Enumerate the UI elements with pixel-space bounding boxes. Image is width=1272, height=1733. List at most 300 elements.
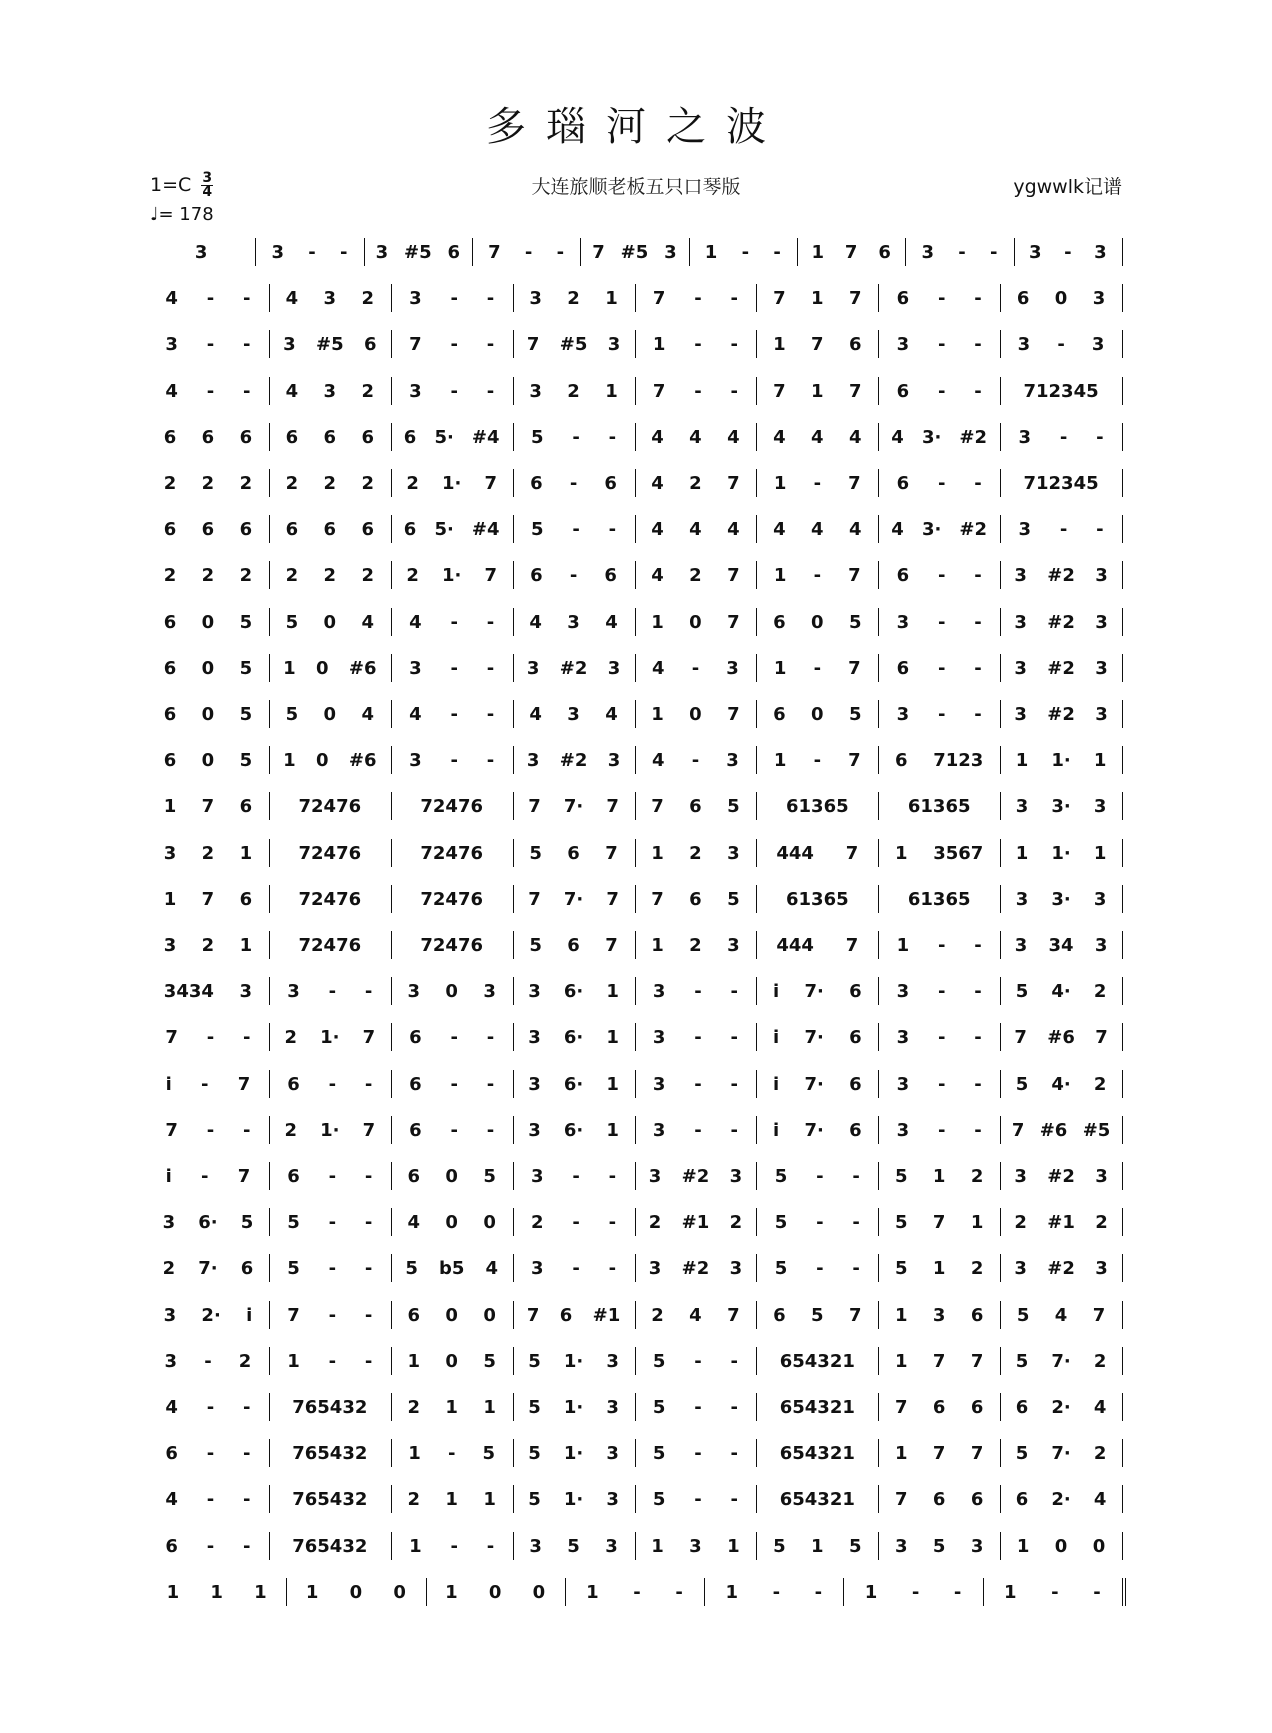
- note: 7: [848, 565, 861, 587]
- barline: [635, 1162, 636, 1190]
- barline: [1122, 330, 1123, 358]
- barline: [513, 1485, 514, 1513]
- measure: [639, 796, 753, 817]
- note: 5: [240, 1212, 254, 1234]
- measure: [517, 1166, 631, 1187]
- note: 7·: [804, 981, 824, 1003]
- note: 2: [567, 288, 580, 310]
- measure: [882, 704, 996, 725]
- barline: [1122, 1023, 1123, 1051]
- barline: [756, 1532, 757, 1560]
- barline: [426, 1578, 427, 1606]
- note: -: [691, 750, 700, 772]
- note: -: [1057, 334, 1065, 356]
- note: 2·: [1051, 1397, 1071, 1418]
- note: -: [813, 657, 822, 679]
- measure: [639, 1166, 753, 1187]
- measure: [273, 1305, 387, 1326]
- note: -: [242, 288, 251, 310]
- note: 1: [1093, 750, 1107, 772]
- note: -: [450, 288, 458, 310]
- measure: [151, 704, 265, 725]
- score-row: [147, 1295, 1122, 1341]
- measure: [151, 1351, 265, 1372]
- barline: [472, 238, 473, 266]
- score-row: [147, 1341, 1122, 1387]
- note: -: [364, 1166, 373, 1187]
- barline: [269, 330, 270, 358]
- note: -: [206, 1027, 215, 1049]
- note: 6: [163, 750, 177, 772]
- measure: [708, 1582, 839, 1603]
- note: 3: [970, 1535, 984, 1557]
- score-row: [147, 740, 1122, 786]
- barline: [391, 330, 392, 358]
- measure: [290, 1582, 421, 1603]
- note: -: [974, 1073, 982, 1095]
- note: i: [773, 1027, 780, 1049]
- barline: [878, 839, 879, 867]
- barline: [756, 839, 757, 867]
- measure: [760, 1443, 874, 1464]
- score-row: [147, 555, 1122, 601]
- note: #6: [348, 750, 377, 772]
- barline: [635, 284, 636, 312]
- barline: [269, 423, 270, 451]
- measure: [151, 1305, 265, 1326]
- note: 7: [652, 380, 666, 402]
- note: 1: [651, 611, 664, 633]
- note: 2: [406, 473, 419, 494]
- note: -: [328, 1258, 337, 1280]
- note: 7·: [198, 1258, 218, 1280]
- measure: [882, 796, 996, 817]
- note: -: [204, 1350, 212, 1372]
- note: 4: [727, 426, 740, 448]
- measure: [760, 427, 874, 448]
- note: 3: [921, 242, 934, 263]
- note: 765432: [292, 1535, 368, 1557]
- barline: [269, 1023, 270, 1051]
- note: -: [486, 657, 495, 679]
- note: 4: [689, 519, 702, 541]
- score-row: [147, 1110, 1122, 1156]
- note: 3: [194, 242, 208, 263]
- measure: [1004, 1120, 1118, 1141]
- note: 1: [483, 1397, 496, 1418]
- note: 1·: [1051, 750, 1071, 772]
- score-row: [147, 1387, 1122, 1433]
- barline: [269, 608, 270, 636]
- note: 2: [1014, 1212, 1027, 1234]
- note: 6: [567, 935, 580, 956]
- barline: [513, 1070, 514, 1098]
- measure: [517, 1489, 631, 1510]
- note: 6: [849, 1073, 862, 1095]
- measure: [395, 704, 509, 725]
- note: 5: [1016, 1304, 1030, 1326]
- barline: [756, 931, 757, 959]
- measure: [517, 473, 631, 494]
- barline: [756, 700, 757, 728]
- measure: [639, 981, 753, 1002]
- note: 3·: [921, 519, 942, 541]
- note: -: [328, 1073, 337, 1095]
- note: 72476: [298, 796, 362, 818]
- note: 7: [526, 1304, 540, 1326]
- measure: [517, 1074, 631, 1095]
- measure: [273, 1397, 387, 1418]
- measure: [882, 1166, 996, 1187]
- note: 6: [773, 704, 786, 725]
- measure: [273, 1258, 387, 1279]
- note: i: [773, 1119, 780, 1141]
- note: 7: [409, 334, 422, 356]
- note: 1: [896, 935, 910, 956]
- barline: [391, 515, 392, 543]
- measure: [273, 935, 387, 956]
- barline: [269, 377, 270, 405]
- measure: [760, 1489, 874, 1510]
- measure: [882, 658, 996, 679]
- note: 0: [315, 750, 329, 772]
- note: 6: [530, 473, 543, 494]
- measure: [517, 1536, 631, 1557]
- barline: [513, 654, 514, 682]
- note: #2: [681, 1258, 710, 1280]
- note: 4: [165, 288, 178, 310]
- barline: [635, 700, 636, 728]
- barline: [269, 1393, 270, 1421]
- note: 61365: [786, 888, 849, 910]
- note: 2: [406, 565, 419, 587]
- note: 3: [1028, 242, 1042, 263]
- note: 3: [239, 981, 253, 1003]
- note: -: [201, 1166, 209, 1187]
- note: 1: [408, 1443, 421, 1465]
- note: -: [206, 1119, 215, 1141]
- note: 5: [482, 1443, 496, 1465]
- note: 6: [604, 473, 617, 494]
- barline: [1000, 1023, 1001, 1051]
- note: -: [974, 473, 982, 494]
- note: #5: [559, 334, 588, 356]
- barline: [635, 1301, 636, 1329]
- barline: [391, 1393, 392, 1421]
- note: 5: [239, 611, 253, 633]
- measure: [395, 796, 509, 817]
- measure: [882, 935, 996, 956]
- barline: [513, 700, 514, 728]
- note: 3: [896, 1119, 910, 1141]
- measure: [395, 750, 509, 771]
- note: 0: [445, 981, 458, 1003]
- barline: [391, 1439, 392, 1467]
- note: 0: [445, 1212, 458, 1234]
- note: -: [1096, 426, 1104, 448]
- note: 7: [844, 242, 858, 263]
- note: 6: [689, 888, 702, 910]
- note: -: [242, 1535, 251, 1557]
- measure: [639, 1305, 753, 1326]
- note: 3: [606, 1489, 619, 1511]
- measure: [517, 658, 631, 679]
- note: 1: [163, 888, 177, 910]
- note: 7·: [804, 1119, 824, 1141]
- note: 5: [285, 704, 299, 725]
- measure: [882, 1074, 996, 1095]
- note: -: [911, 1581, 920, 1603]
- barline: [513, 977, 514, 1005]
- measure: [1004, 565, 1118, 586]
- barline: [1122, 469, 1123, 497]
- measure: [395, 565, 509, 586]
- note: 6·: [563, 1073, 584, 1095]
- barline: [756, 746, 757, 774]
- note: 5: [774, 1166, 788, 1187]
- measure: [517, 1351, 631, 1372]
- note: 1: [811, 288, 824, 310]
- note: 7: [605, 842, 618, 864]
- note: 6: [240, 1258, 254, 1280]
- note: 7: [894, 1397, 908, 1418]
- note: 7: [606, 796, 619, 818]
- note: 3·: [921, 426, 942, 448]
- note: 2: [407, 1489, 420, 1511]
- note: 6: [165, 1535, 178, 1557]
- barline: [635, 792, 636, 820]
- barline: [635, 885, 636, 913]
- measure: [1004, 981, 1118, 1002]
- note: 1: [586, 1581, 599, 1603]
- barline: [635, 423, 636, 451]
- barline: [635, 377, 636, 405]
- score-row: [147, 1526, 1122, 1572]
- note: 3: [1095, 1258, 1108, 1280]
- measure: [760, 1166, 874, 1187]
- note: 1: [445, 1581, 458, 1603]
- note: -: [694, 334, 702, 356]
- note: 1: [894, 1443, 908, 1465]
- measure: [395, 1351, 509, 1372]
- note: #2: [959, 426, 988, 448]
- measure: [151, 1258, 265, 1279]
- note: 3: [896, 611, 910, 633]
- note: 654321: [779, 1350, 855, 1372]
- note: 4: [689, 1304, 702, 1326]
- barline: [756, 561, 757, 589]
- note: -: [990, 242, 998, 263]
- note: -: [450, 380, 458, 402]
- note: -: [937, 657, 946, 679]
- score-row: [147, 971, 1122, 1017]
- barline: [513, 1116, 514, 1144]
- note: #4: [471, 519, 500, 541]
- note: 3: [606, 1397, 619, 1418]
- note: -: [206, 380, 215, 402]
- note: 5: [774, 1258, 788, 1280]
- measure: [151, 1166, 265, 1187]
- note: 6: [163, 426, 177, 448]
- barline: [269, 931, 270, 959]
- barline: [391, 284, 392, 312]
- note: 1: [606, 981, 619, 1003]
- measure: [882, 1120, 996, 1141]
- note: 1: [894, 1350, 908, 1372]
- note: 1: [811, 1535, 824, 1557]
- note: 5: [531, 519, 544, 541]
- note: 5: [848, 1535, 862, 1557]
- measure: [517, 843, 631, 864]
- note: 4: [409, 611, 422, 633]
- barline: [878, 469, 879, 497]
- note: 1: [651, 842, 664, 864]
- note: -: [572, 1258, 580, 1280]
- note: -: [242, 1443, 251, 1465]
- note: 3: [664, 242, 677, 263]
- measure: [760, 1074, 874, 1095]
- barline: [513, 1532, 514, 1560]
- barline: [580, 238, 581, 266]
- note: 6: [287, 1166, 300, 1187]
- barline: [513, 377, 514, 405]
- score-row: [147, 602, 1122, 648]
- note: -: [852, 1166, 860, 1187]
- note: 7·: [563, 796, 584, 818]
- note: -: [242, 1489, 251, 1511]
- note: 3: [729, 1166, 743, 1187]
- note: 6: [201, 519, 215, 541]
- note: 61365: [907, 888, 971, 910]
- note: -: [852, 1258, 860, 1280]
- note: 6: [849, 1027, 862, 1049]
- barline: [1000, 977, 1001, 1005]
- note: 6: [970, 1489, 984, 1511]
- note: #2: [681, 1166, 710, 1187]
- note: 6: [239, 796, 253, 818]
- note: -: [486, 1027, 495, 1049]
- measure: [882, 1489, 996, 1510]
- note: 7: [528, 796, 541, 818]
- note: 3: [726, 657, 739, 679]
- note: 4: [409, 704, 422, 725]
- note: 6: [285, 519, 299, 541]
- note: 0: [689, 611, 702, 633]
- note: 4: [361, 611, 375, 633]
- score-row: [147, 324, 1122, 370]
- note: 6: [895, 750, 908, 772]
- barline: [756, 1254, 757, 1282]
- score-row: [147, 417, 1122, 463]
- measure: [395, 889, 509, 910]
- measure: [639, 658, 753, 679]
- note: 61365: [786, 796, 849, 818]
- note: 1: [932, 1166, 946, 1187]
- note: -: [1093, 1581, 1101, 1603]
- note: 5: [773, 1535, 786, 1557]
- barline: [1000, 1208, 1001, 1236]
- measure: [1004, 1212, 1118, 1233]
- measure: [760, 981, 874, 1002]
- measure: [760, 750, 874, 771]
- barline: [878, 1393, 879, 1421]
- note: 1: [166, 1581, 180, 1603]
- note: 6: [447, 242, 461, 263]
- note: i: [773, 1073, 780, 1095]
- note: 4: [848, 519, 862, 541]
- note: -: [813, 565, 822, 587]
- barline: [269, 1532, 270, 1560]
- barline: [391, 885, 392, 913]
- note: 2: [651, 1304, 664, 1326]
- barline: [1000, 746, 1001, 774]
- note: 6: [559, 1304, 573, 1326]
- barline: [269, 561, 270, 589]
- score-row: [147, 509, 1122, 555]
- measure: [760, 1258, 874, 1279]
- note: -: [974, 657, 982, 679]
- measure: [517, 935, 631, 956]
- note: 3: [727, 842, 740, 864]
- note: 0: [483, 1212, 496, 1234]
- note: 6: [239, 519, 253, 541]
- note: -: [450, 611, 458, 633]
- measure: [882, 1258, 996, 1279]
- measure: [273, 1166, 387, 1187]
- note: 0: [201, 611, 215, 633]
- measure: [760, 796, 874, 817]
- measure: [1004, 381, 1118, 402]
- note: -: [308, 242, 316, 263]
- note: #1: [1047, 1212, 1075, 1234]
- note: 2: [689, 842, 702, 864]
- note: 4: [811, 519, 824, 541]
- measure: [151, 565, 265, 586]
- note: 4: [727, 519, 740, 541]
- note: 0: [323, 704, 337, 725]
- note: 4: [285, 288, 299, 310]
- note: -: [201, 1073, 209, 1095]
- barline: [1000, 1393, 1001, 1421]
- measure: [882, 565, 996, 586]
- note: 4: [1093, 1397, 1107, 1418]
- measure: [639, 843, 753, 864]
- note: -: [633, 1581, 641, 1603]
- barline: [269, 1485, 270, 1513]
- barline: [756, 977, 757, 1005]
- note: 7123: [933, 750, 984, 772]
- measure: [517, 704, 631, 725]
- note: -: [569, 565, 578, 587]
- note: -: [486, 1073, 495, 1095]
- note: 444: [776, 935, 814, 956]
- note: 3: [1018, 426, 1032, 448]
- measure: [760, 1212, 874, 1233]
- note: 0: [445, 1304, 458, 1326]
- note: 5: [528, 1443, 541, 1465]
- barline: [756, 1023, 757, 1051]
- note: i: [165, 1073, 172, 1095]
- note: 3: [375, 242, 389, 263]
- barline: [878, 1485, 879, 1513]
- barline: [1122, 1439, 1123, 1467]
- score-row: [147, 1479, 1122, 1525]
- note: -: [730, 334, 738, 356]
- note: -: [608, 426, 617, 448]
- note: -: [958, 242, 966, 263]
- barline: [635, 608, 636, 636]
- note: -: [730, 1397, 738, 1418]
